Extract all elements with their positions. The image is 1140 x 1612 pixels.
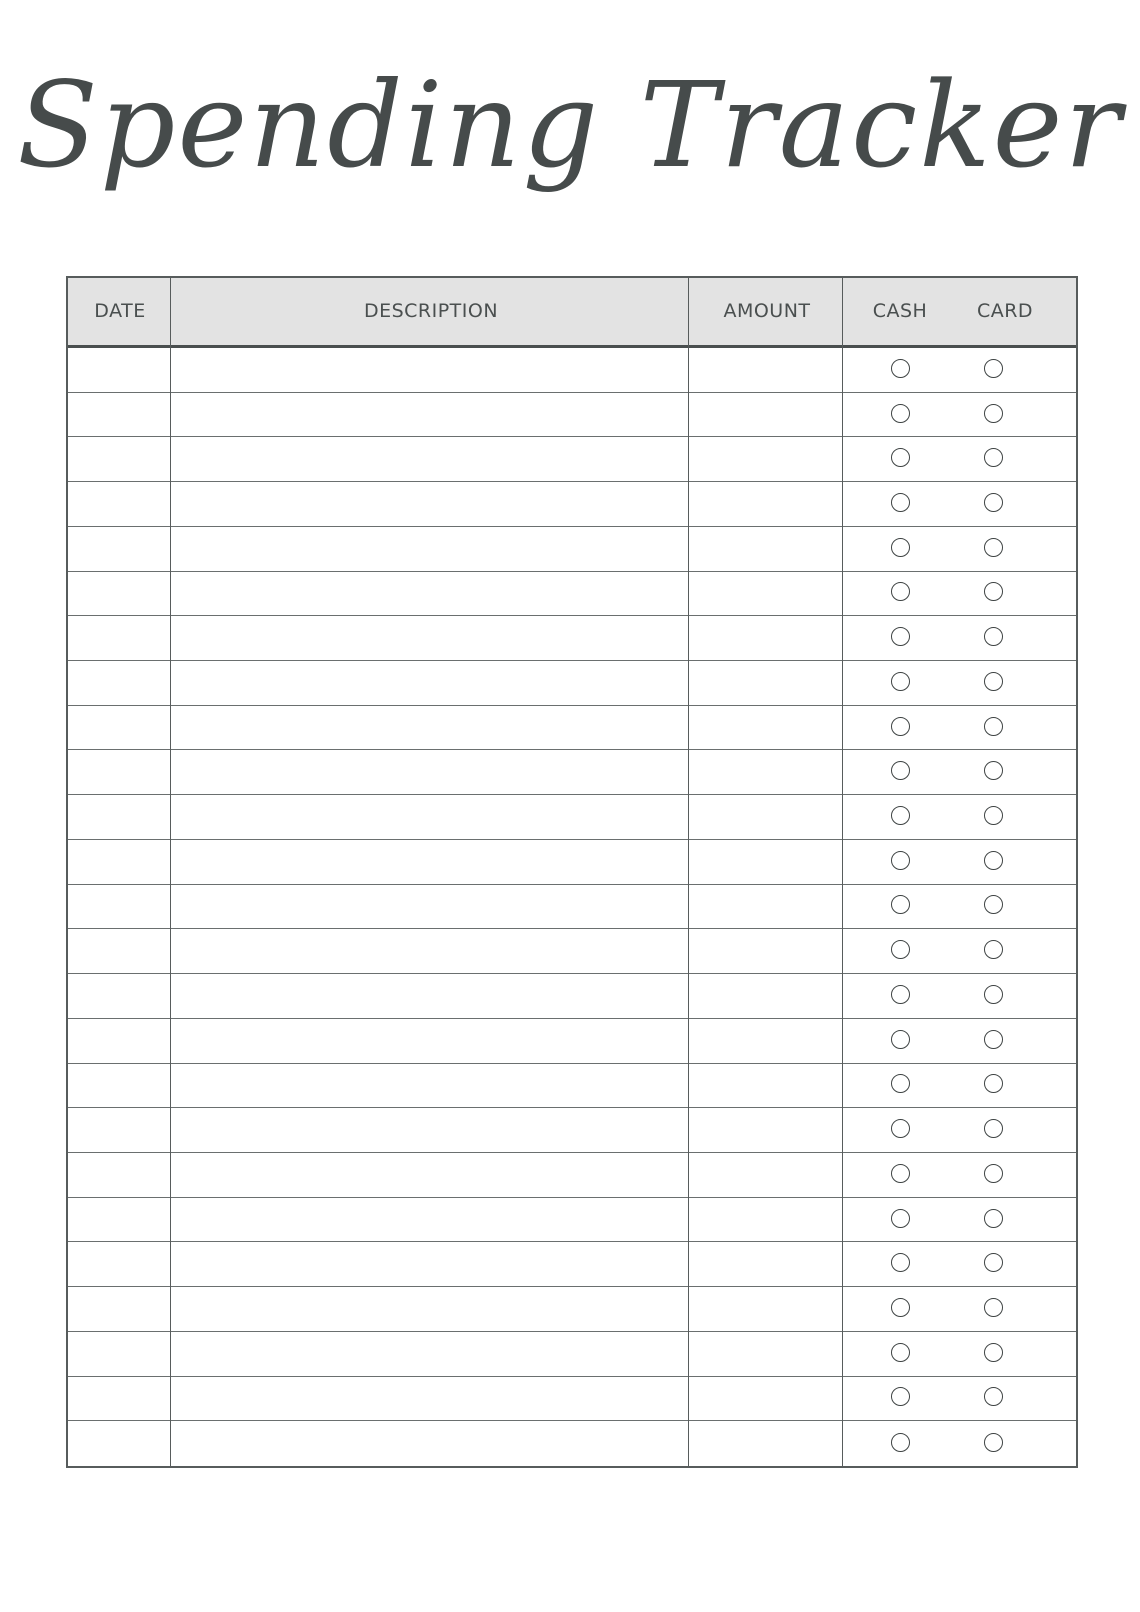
date-cell[interactable] (68, 795, 170, 839)
table-row (68, 1198, 1076, 1243)
card-radio[interactable] (984, 672, 1003, 691)
amount-cell[interactable] (688, 527, 842, 571)
amount-cell[interactable] (688, 1377, 842, 1421)
date-cell[interactable] (68, 1332, 170, 1376)
date-cell[interactable] (68, 750, 170, 794)
table-row (68, 750, 1076, 795)
cash-radio[interactable] (891, 1209, 910, 1228)
header-card: CARD (976, 300, 1034, 322)
table-row (68, 482, 1076, 527)
amount-cell[interactable] (688, 393, 842, 437)
date-cell[interactable] (68, 393, 170, 437)
cash-radio[interactable] (891, 717, 910, 736)
cash-radio[interactable] (891, 627, 910, 646)
table-row (68, 929, 1076, 974)
table-row (68, 393, 1076, 438)
amount-cell[interactable] (688, 1019, 842, 1063)
cash-radio[interactable] (891, 895, 910, 914)
cash-radio[interactable] (891, 538, 910, 557)
card-radio[interactable] (984, 627, 1003, 646)
description-cell[interactable] (170, 840, 688, 884)
description-cell[interactable] (170, 661, 688, 705)
date-cell[interactable] (68, 840, 170, 884)
date-cell[interactable] (68, 482, 170, 526)
amount-cell[interactable] (688, 572, 842, 616)
card-radio[interactable] (984, 359, 1003, 378)
table-row (68, 572, 1076, 617)
description-cell[interactable] (170, 393, 688, 437)
card-radio[interactable] (984, 582, 1003, 601)
amount-cell[interactable] (688, 1108, 842, 1152)
amount-cell[interactable] (688, 1287, 842, 1331)
card-radio[interactable] (984, 806, 1003, 825)
cash-radio[interactable] (891, 404, 910, 423)
table-row (68, 974, 1076, 1019)
date-cell[interactable] (68, 1019, 170, 1063)
cash-radio[interactable] (891, 1387, 910, 1406)
amount-cell[interactable] (688, 482, 842, 526)
amount-cell[interactable] (688, 706, 842, 750)
card-radio[interactable] (984, 448, 1003, 467)
date-cell[interactable] (68, 1108, 170, 1152)
table-header (68, 278, 1076, 348)
amount-cell[interactable] (688, 1332, 842, 1376)
date-cell[interactable] (68, 1377, 170, 1421)
amount-cell[interactable] (688, 929, 842, 973)
description-cell[interactable] (170, 885, 688, 929)
table-row (68, 795, 1076, 840)
card-radio[interactable] (984, 895, 1003, 914)
date-cell[interactable] (68, 527, 170, 571)
cash-radio[interactable] (891, 448, 910, 467)
table-body (68, 348, 1076, 1466)
amount-cell[interactable] (688, 437, 842, 481)
cash-radio[interactable] (891, 761, 910, 780)
table-row (68, 1108, 1076, 1153)
date-cell[interactable] (68, 1287, 170, 1331)
column-divider-date (170, 278, 171, 1466)
date-cell[interactable] (68, 437, 170, 481)
description-cell[interactable] (170, 929, 688, 973)
date-cell[interactable] (68, 1421, 170, 1466)
amount-cell[interactable] (688, 885, 842, 929)
amount-cell[interactable] (688, 840, 842, 884)
card-radio[interactable] (984, 493, 1003, 512)
description-cell[interactable] (170, 572, 688, 616)
card-radio[interactable] (984, 538, 1003, 557)
table-row (68, 885, 1076, 930)
card-radio[interactable] (984, 1433, 1003, 1452)
column-divider-amount (842, 278, 843, 1466)
amount-cell[interactable] (688, 348, 842, 392)
cash-radio[interactable] (891, 851, 910, 870)
description-cell[interactable] (170, 795, 688, 839)
card-radio[interactable] (984, 1387, 1003, 1406)
date-cell[interactable] (68, 1242, 170, 1286)
date-cell[interactable] (68, 616, 170, 660)
cash-radio[interactable] (891, 1253, 910, 1272)
page-title: Spending Tracker (17, 56, 1123, 194)
date-cell[interactable] (68, 974, 170, 1018)
description-cell[interactable] (170, 1377, 688, 1421)
table-row (68, 1019, 1076, 1064)
description-cell[interactable] (170, 1198, 688, 1242)
cash-radio[interactable] (891, 359, 910, 378)
date-cell[interactable] (68, 885, 170, 929)
amount-cell[interactable] (688, 1153, 842, 1197)
date-cell[interactable] (68, 661, 170, 705)
table-row (68, 1153, 1076, 1198)
table-row (68, 1287, 1076, 1332)
amount-cell[interactable] (688, 974, 842, 1018)
amount-cell[interactable] (688, 1242, 842, 1286)
date-cell[interactable] (68, 1153, 170, 1197)
date-cell[interactable] (68, 1064, 170, 1108)
spending-table (66, 276, 1078, 1468)
cash-radio[interactable] (891, 1343, 910, 1362)
cash-radio[interactable] (891, 493, 910, 512)
card-radio[interactable] (984, 1253, 1003, 1272)
amount-cell[interactable] (688, 1421, 842, 1466)
description-cell[interactable] (170, 1019, 688, 1063)
amount-cell[interactable] (688, 661, 842, 705)
header-cash: CASH (872, 300, 928, 322)
description-cell[interactable] (170, 1153, 688, 1197)
cash-radio[interactable] (891, 1298, 910, 1317)
description-cell[interactable] (170, 527, 688, 571)
table-row (68, 706, 1076, 751)
description-cell[interactable] (170, 750, 688, 794)
description-cell[interactable] (170, 1332, 688, 1376)
date-cell[interactable] (68, 572, 170, 616)
table-row (68, 1332, 1076, 1377)
amount-cell[interactable] (688, 1064, 842, 1108)
card-radio[interactable] (984, 1030, 1003, 1049)
cash-radio[interactable] (891, 1119, 910, 1138)
table-row (68, 1064, 1076, 1109)
card-radio[interactable] (984, 1074, 1003, 1093)
table-row (68, 1377, 1076, 1422)
header-description: DESCRIPTION (363, 300, 499, 322)
table-row (68, 616, 1076, 661)
table-row (68, 348, 1076, 393)
description-cell[interactable] (170, 482, 688, 526)
description-cell[interactable] (170, 1421, 688, 1466)
card-radio[interactable] (984, 761, 1003, 780)
date-cell[interactable] (68, 706, 170, 750)
card-radio[interactable] (984, 1209, 1003, 1228)
cash-radio[interactable] (891, 806, 910, 825)
card-radio[interactable] (984, 1119, 1003, 1138)
cash-radio[interactable] (891, 1030, 910, 1049)
card-radio[interactable] (984, 1164, 1003, 1183)
amount-cell[interactable] (688, 795, 842, 839)
table-row (68, 437, 1076, 482)
card-radio[interactable] (984, 851, 1003, 870)
description-cell[interactable] (170, 706, 688, 750)
description-cell[interactable] (170, 974, 688, 1018)
table-row (68, 1421, 1076, 1466)
card-radio[interactable] (984, 985, 1003, 1004)
description-cell[interactable] (170, 348, 688, 392)
header-amount: AMOUNT (723, 300, 811, 322)
date-cell[interactable] (68, 929, 170, 973)
date-cell[interactable] (68, 1198, 170, 1242)
description-cell[interactable] (170, 616, 688, 660)
cash-radio[interactable] (891, 582, 910, 601)
header-date: DATE (94, 300, 146, 322)
cash-radio[interactable] (891, 1074, 910, 1093)
cash-radio[interactable] (891, 672, 910, 691)
cash-radio[interactable] (891, 985, 910, 1004)
description-cell[interactable] (170, 1242, 688, 1286)
card-radio[interactable] (984, 1343, 1003, 1362)
description-cell[interactable] (170, 437, 688, 481)
amount-cell[interactable] (688, 750, 842, 794)
table-row (68, 527, 1076, 572)
card-radio[interactable] (984, 717, 1003, 736)
cash-radio[interactable] (891, 1164, 910, 1183)
description-cell[interactable] (170, 1108, 688, 1152)
card-radio[interactable] (984, 404, 1003, 423)
table-row (68, 661, 1076, 706)
description-cell[interactable] (170, 1287, 688, 1331)
column-divider-description (688, 278, 689, 1466)
description-cell[interactable] (170, 1064, 688, 1108)
date-cell[interactable] (68, 348, 170, 392)
card-radio[interactable] (984, 940, 1003, 959)
table-row (68, 1242, 1076, 1287)
amount-cell[interactable] (688, 1198, 842, 1242)
amount-cell[interactable] (688, 616, 842, 660)
card-radio[interactable] (984, 1298, 1003, 1317)
table-row (68, 840, 1076, 885)
cash-radio[interactable] (891, 1433, 910, 1452)
cash-radio[interactable] (891, 940, 910, 959)
